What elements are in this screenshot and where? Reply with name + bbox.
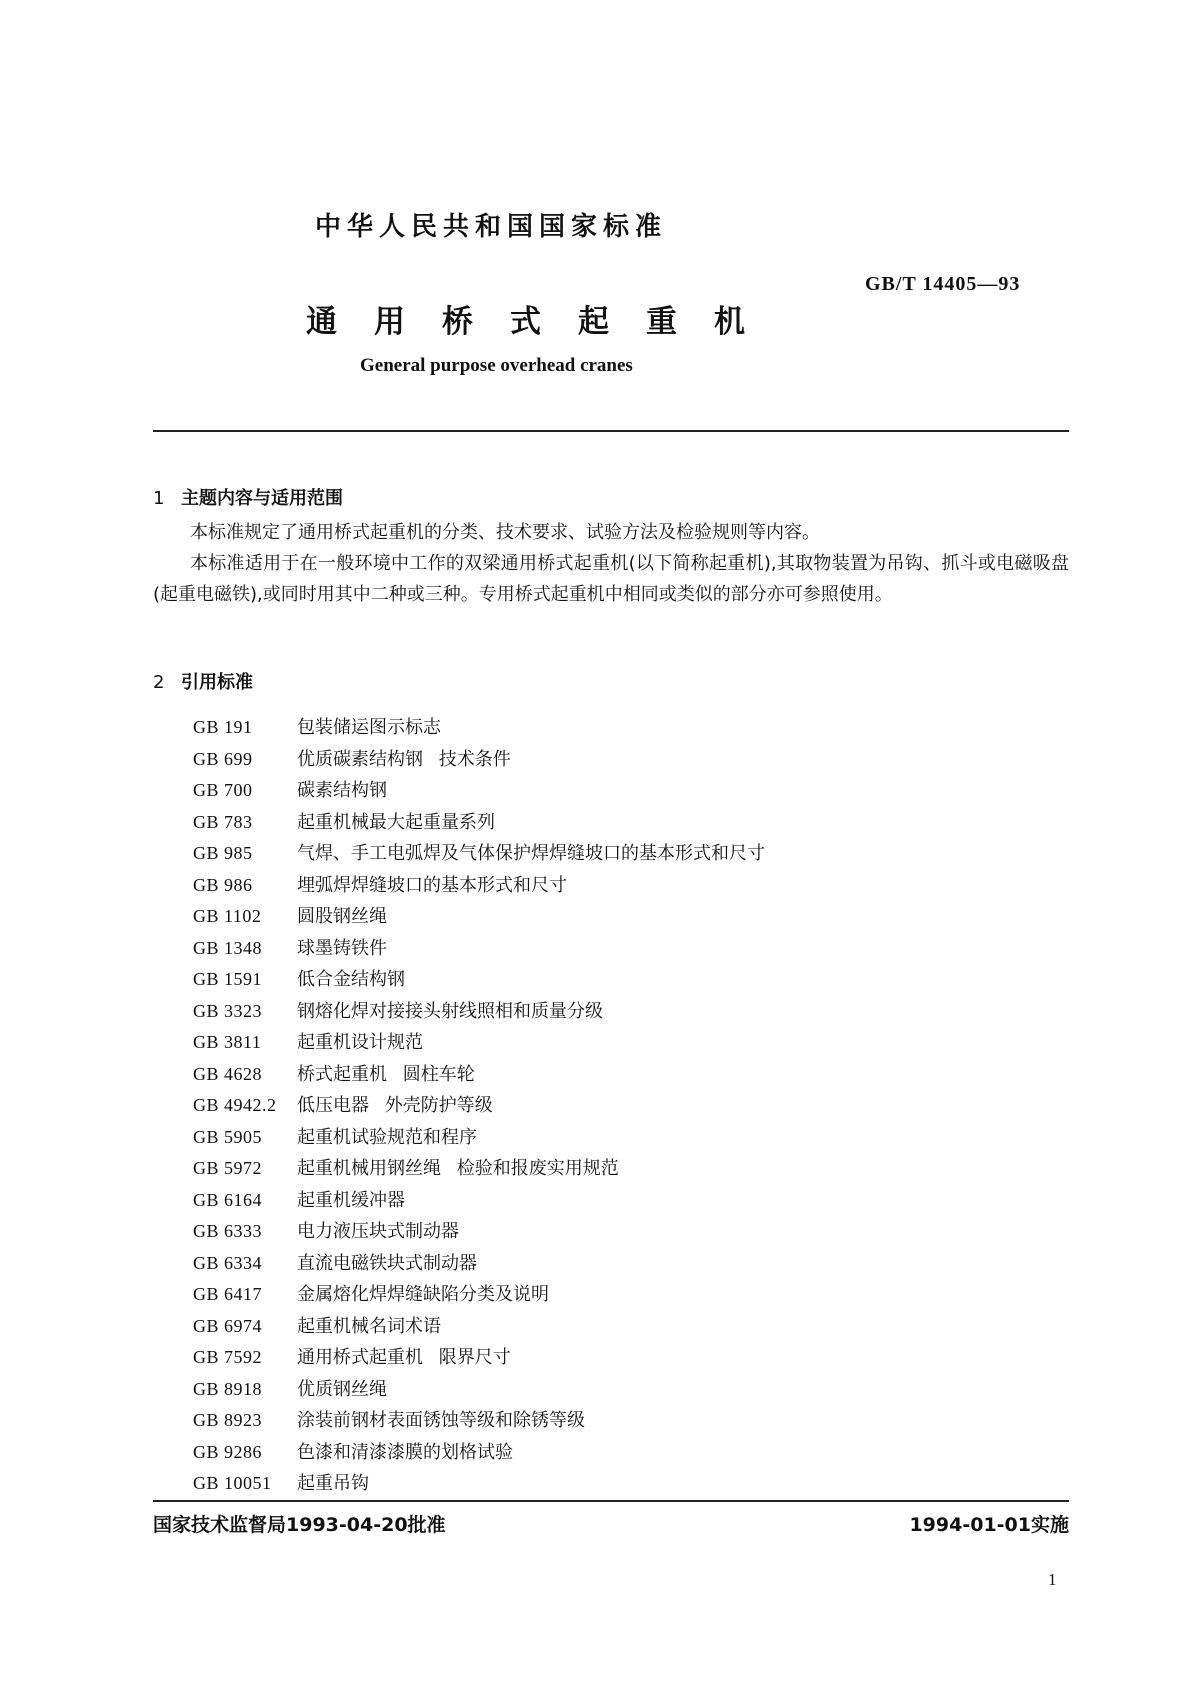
- reference-title: 起重机械用钢丝绳 检验和报废实用规范: [297, 1158, 619, 1179]
- reference-item: [193, 1279, 765, 1311]
- reference-title: 球墨铸铁件: [297, 937, 387, 959]
- section-1-paragraph-1: 本标准规定了通用桥式起重机的分类、技术要求、试验方法及检验规则等内容。: [190, 522, 820, 543]
- reference-item: [193, 901, 765, 933]
- reference-item: [193, 996, 765, 1028]
- reference-code: GB 6333: [193, 1221, 263, 1241]
- reference-item: [193, 870, 765, 902]
- reference-code: GB 1348: [193, 937, 263, 958]
- reference-code: GB 783: [193, 811, 253, 832]
- reference-item: [193, 964, 765, 996]
- reference-code: GB 4628: [193, 1063, 263, 1084]
- reference-item: [193, 1405, 765, 1437]
- section-1-paragraph-2: 本标准适用于在一般环境中工作的双梁通用桥式起重机(以下简称起重机),其取物装置为吊钩、抓斗或电磁吸盘(起重电磁铁),或同时用其中二种或三种。专用桥式起重机中相同或类似的部分亦可参照使用。: [153, 553, 1069, 605]
- reference-title: 金属熔化焊焊缝缺陷分类及说明: [297, 1284, 549, 1305]
- reference-title: 色漆和清漆漆膜的划格试验: [297, 1441, 513, 1463]
- reference-code: GB 10051: [193, 1473, 272, 1493]
- reference-code: GB 6164: [193, 1189, 263, 1210]
- reference-item: [193, 1122, 765, 1154]
- standard-code: GB/T 14405—93: [865, 273, 1021, 295]
- reference-title: 直流电磁铁块式制动器: [297, 1252, 477, 1274]
- reference-title: 优质碳素结构钢 技术条件: [297, 748, 511, 770]
- reference-code: GB 1102: [193, 906, 262, 926]
- reference-item: [193, 1468, 765, 1500]
- reference-title: 起重机缓冲器: [297, 1189, 405, 1211]
- reference-code: GB 3323: [193, 1000, 263, 1021]
- section-1-heading: [153, 484, 343, 510]
- reference-code: GB 699: [193, 748, 253, 769]
- reference-code: GB 8923: [193, 1410, 263, 1430]
- reference-item: [193, 1311, 765, 1343]
- section-1-number: 1: [153, 488, 165, 509]
- reference-item: [193, 1153, 765, 1185]
- reference-code: GB 5905: [193, 1126, 263, 1147]
- approval-date: 国家技术监督局1993-04-20批准: [153, 1514, 446, 1536]
- reference-item: [193, 1374, 765, 1406]
- reference-title: 低压电器 外壳防护等级: [297, 1095, 493, 1116]
- reference-code: GB 700: [193, 780, 253, 800]
- reference-code: GB 986: [193, 874, 253, 895]
- reference-title: 桥式起重机 圆柱车轮: [297, 1063, 475, 1085]
- reference-code: GB 3811: [193, 1032, 262, 1052]
- reference-item: [193, 807, 765, 839]
- reference-code: GB 8918: [193, 1378, 263, 1399]
- reference-title: 起重机械最大起重量系列: [297, 811, 495, 833]
- section-1-title: 主题内容与适用范围: [181, 488, 343, 509]
- reference-code: GB 5972: [193, 1158, 263, 1178]
- reference-code: GB 985: [193, 843, 253, 863]
- reference-item: [193, 1216, 765, 1248]
- reference-item: [193, 838, 765, 870]
- document-title-en: General purpose overhead cranes: [360, 355, 633, 376]
- reference-title: 电力液压块式制动器: [297, 1221, 459, 1242]
- document-title-cn: 通用桥式起重机: [306, 304, 782, 340]
- reference-title: 起重机设计规范: [297, 1032, 423, 1053]
- section-2-heading: [153, 668, 253, 694]
- reference-code: GB 9286: [193, 1441, 263, 1462]
- reference-item: [193, 1027, 765, 1059]
- implementation-date: 1994-01-01实施: [909, 1514, 1069, 1536]
- reference-title: 埋弧焊焊缝坡口的基本形式和尺寸: [297, 874, 567, 896]
- reference-item: [193, 744, 765, 776]
- reference-title: 起重机试验规范和程序: [297, 1126, 477, 1148]
- reference-list: [193, 712, 765, 1500]
- page-number: 1: [1048, 1570, 1057, 1589]
- reference-title: 低合金结构钢: [297, 969, 405, 990]
- reference-title: 起重机械名词术语: [297, 1315, 441, 1337]
- reference-item: [193, 1059, 765, 1091]
- reference-code: GB 1591: [193, 969, 263, 989]
- reference-code: GB 4942.2: [193, 1095, 277, 1115]
- reference-code: GB 191: [193, 717, 253, 737]
- reference-item: [193, 1342, 765, 1374]
- section-2-title: 引用标准: [181, 672, 253, 693]
- reference-item: [193, 775, 765, 807]
- reference-item: [193, 1437, 765, 1469]
- reference-title: 起重吊钩: [297, 1473, 369, 1494]
- reference-item: [193, 712, 765, 744]
- reference-item: [193, 1090, 765, 1122]
- reference-title: 圆股钢丝绳: [297, 906, 387, 927]
- reference-title: 碳素结构钢: [297, 780, 387, 801]
- reference-code: GB 6974: [193, 1315, 263, 1336]
- reference-code: GB 6334: [193, 1252, 263, 1273]
- reference-item: [193, 1248, 765, 1280]
- reference-title: 气焊、手工电弧焊及气体保护焊焊缝坡口的基本形式和尺寸: [297, 843, 765, 864]
- reference-item: [193, 1185, 765, 1217]
- reference-code: GB 7592: [193, 1347, 263, 1367]
- reference-code: GB 6417: [193, 1284, 263, 1304]
- reference-title: 优质钢丝绳: [297, 1378, 387, 1400]
- footer-divider: [153, 1500, 1069, 1502]
- country-standard-heading: 中华人民共和国国家标准: [315, 212, 668, 242]
- header-divider: [153, 430, 1069, 432]
- reference-title: 包装储运图示标志: [297, 717, 441, 738]
- reference-title: 涂装前钢材表面锈蚀等级和除锈等级: [297, 1410, 585, 1431]
- reference-title: 通用桥式起重机 限界尺寸: [297, 1347, 511, 1368]
- reference-item: [193, 933, 765, 965]
- reference-title: 钢熔化焊对接接头射线照相和质量分级: [297, 1000, 603, 1022]
- section-2-number: 2: [153, 672, 165, 693]
